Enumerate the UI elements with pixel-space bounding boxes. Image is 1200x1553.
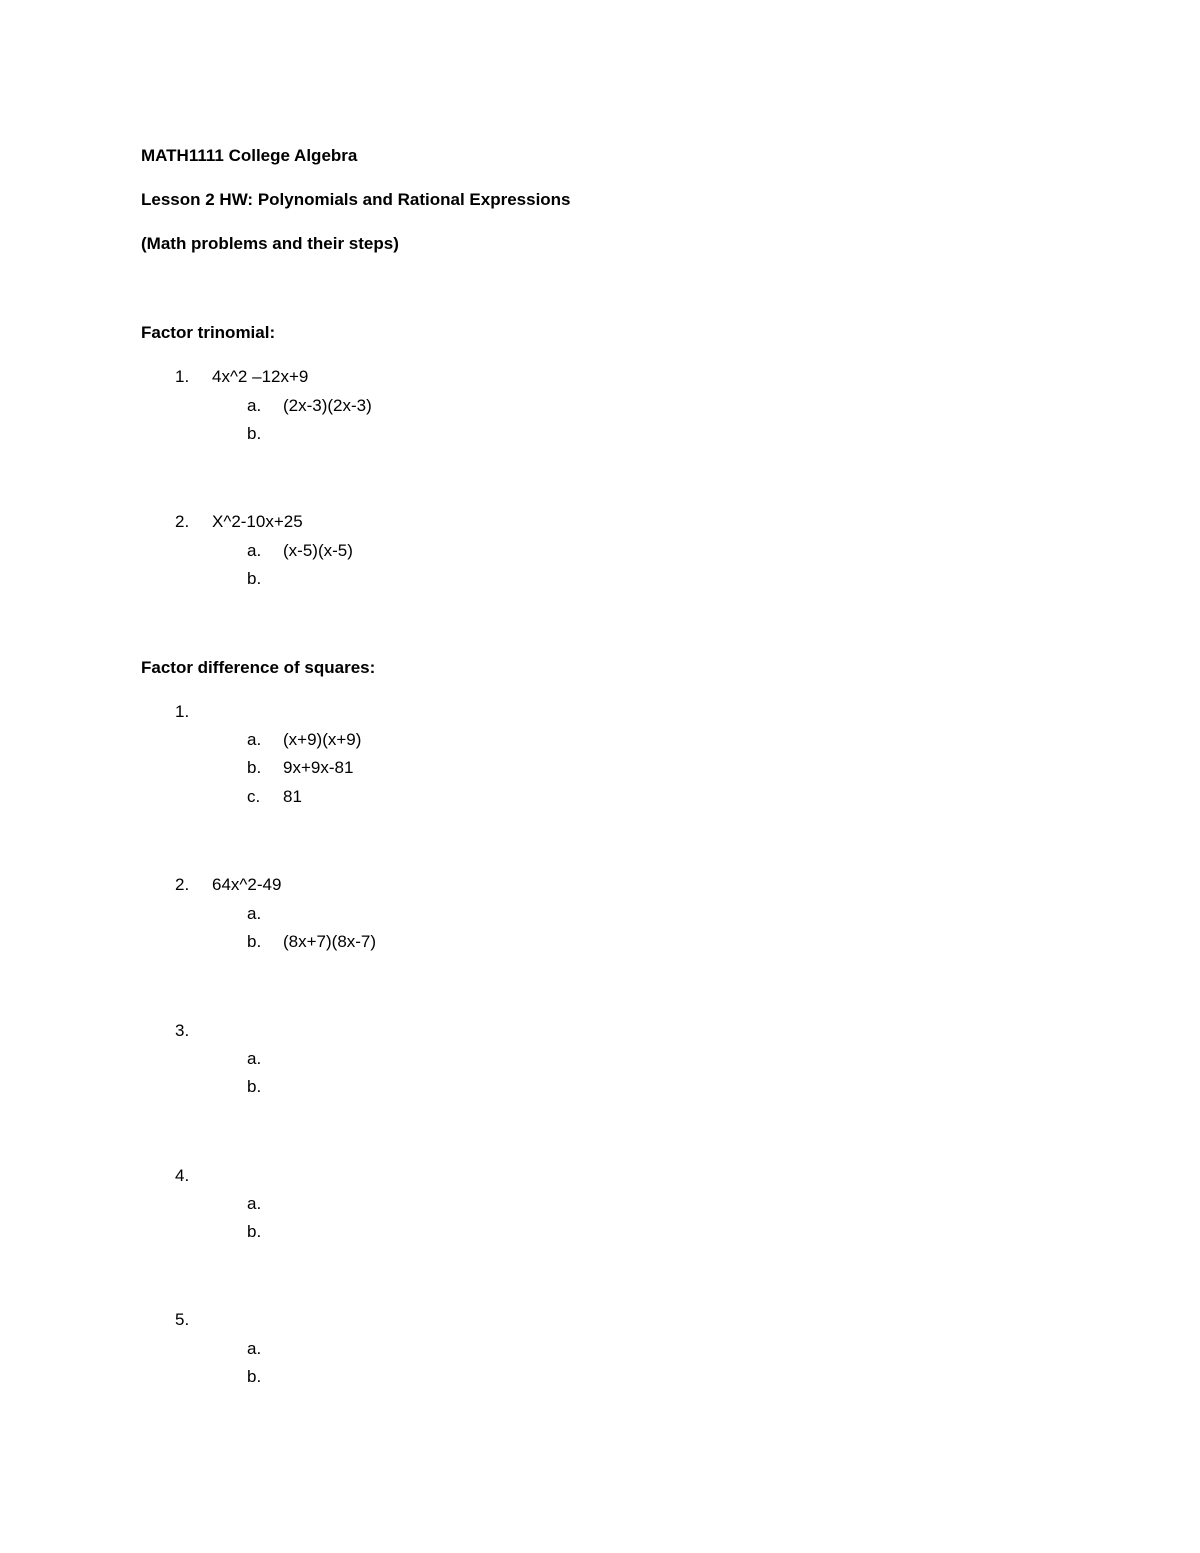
- step-label: c.: [247, 787, 261, 806]
- step-label: a.: [247, 541, 262, 560]
- step-label: a.: [247, 904, 262, 923]
- step-label: b.: [247, 932, 262, 951]
- step-text: 9x+9x-81: [283, 758, 354, 777]
- problem-number: 3.: [175, 1021, 190, 1040]
- problem-expression: 4x^2 –12x+9: [212, 367, 309, 386]
- step-label: a.: [247, 396, 262, 415]
- course-title: MATH1111 College Algebra: [141, 146, 358, 165]
- subtitle: (Math problems and their steps): [141, 234, 399, 253]
- lesson-title: Lesson 2 HW: Polynomials and Rational Expressions: [141, 190, 571, 209]
- step-label: b.: [247, 1367, 262, 1386]
- step-label: b.: [247, 1077, 262, 1096]
- problem-number: 4.: [175, 1166, 190, 1185]
- step-text: (x-5)(x-5): [283, 541, 353, 560]
- step-label: a.: [247, 730, 262, 749]
- problem-expression: 64x^2-49: [212, 875, 282, 894]
- section-heading-trinomial: Factor trinomial:: [141, 323, 276, 342]
- step-label: a.: [247, 1339, 262, 1358]
- problem-number: 2.: [175, 512, 190, 531]
- step-label: b.: [247, 424, 262, 443]
- step-text: 81: [283, 787, 302, 806]
- step-label: b.: [247, 1222, 262, 1241]
- step-text: (x+9)(x+9): [283, 730, 362, 749]
- problem-number: 1.: [175, 702, 190, 721]
- problem-number: 5.: [175, 1310, 190, 1329]
- step-label: b.: [247, 569, 262, 588]
- step-text: (2x-3)(2x-3): [283, 396, 372, 415]
- problem-number: 2.: [175, 875, 190, 894]
- step-text: (8x+7)(8x-7): [283, 932, 377, 951]
- step-label: b.: [247, 758, 262, 777]
- problem-number: 1.: [175, 367, 190, 386]
- section-heading-squares: Factor difference of squares:: [141, 658, 376, 677]
- step-label: a.: [247, 1194, 262, 1213]
- step-label: a.: [247, 1049, 262, 1068]
- problem-expression: X^2-10x+25: [212, 512, 303, 531]
